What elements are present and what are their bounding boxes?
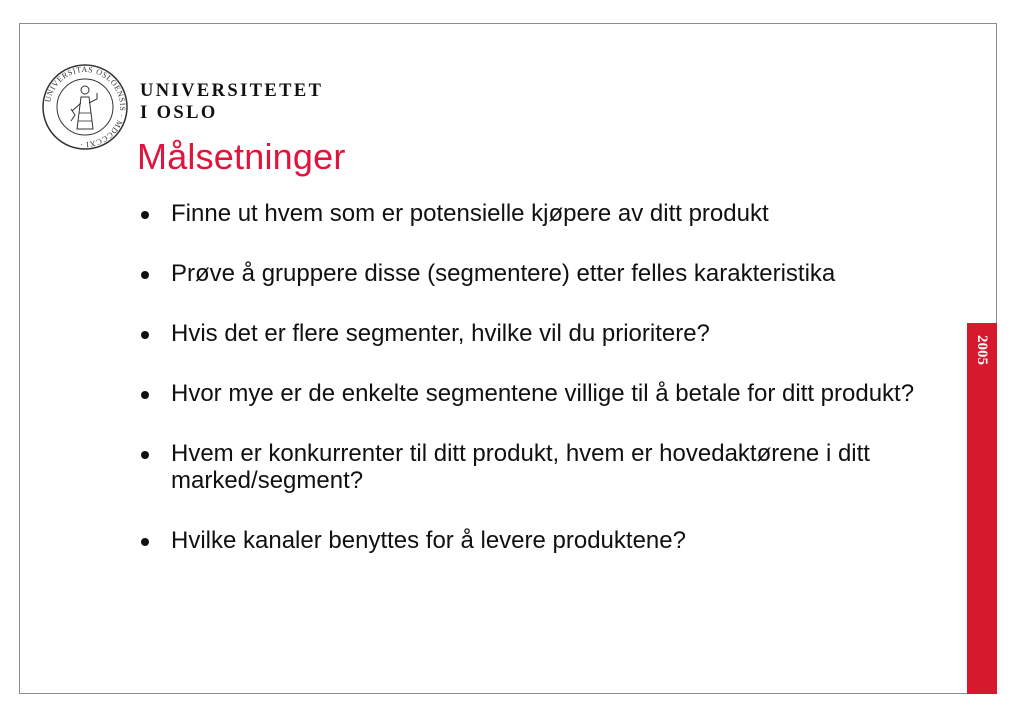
- bullet-text: Prøve å gruppere disse (segmentere) etter felles karakteristika: [171, 260, 836, 287]
- bullet-item: [138, 440, 938, 494]
- bullet-dot-icon: [141, 451, 149, 459]
- bullet-item: [138, 320, 938, 347]
- year-label: 2005: [974, 335, 990, 365]
- bullet-text: Hvis det er flere segmenter, hvilke vil du prioritere?: [171, 320, 710, 347]
- bullet-item: [138, 527, 938, 554]
- svg-text:UNIVERSITAS OSLOENSIS · MDCCCX: UNIVERSITAS OSLOENSIS · MDCCCXI ·: [43, 64, 128, 150]
- year-sidebar: [967, 323, 997, 694]
- bullet-item: [138, 380, 938, 407]
- bullet-dot-icon: [141, 391, 149, 399]
- bullet-text: Finne ut hvem som er potensielle kjøpere av ditt produkt: [171, 200, 769, 227]
- bullet-list: [138, 198, 938, 554]
- bullet-item: [138, 200, 938, 227]
- university-seal-icon: [41, 63, 129, 151]
- bullet-text: Hvem er konkurrenter til ditt produkt, hvem er hovedaktørene i ditt marked/segment?: [171, 440, 870, 494]
- bullet-item: [138, 260, 938, 287]
- university-name-line2: I OSLO: [140, 103, 218, 123]
- bullet-dot-icon: [141, 538, 149, 546]
- bullet-dot-icon: [141, 271, 149, 279]
- bullet-dot-icon: [141, 211, 149, 219]
- bullet-text: Hvilke kanaler benyttes for å levere produktene?: [171, 527, 686, 554]
- bullet-dot-icon: [141, 331, 149, 339]
- slide-title: Målsetninger: [137, 136, 346, 177]
- bullet-text: Hvor mye er de enkelte segmentene villige til å betale for ditt produkt?: [171, 380, 915, 407]
- university-logo-text: [140, 80, 323, 124]
- university-name-line1: UNIVERSITETET: [140, 81, 324, 101]
